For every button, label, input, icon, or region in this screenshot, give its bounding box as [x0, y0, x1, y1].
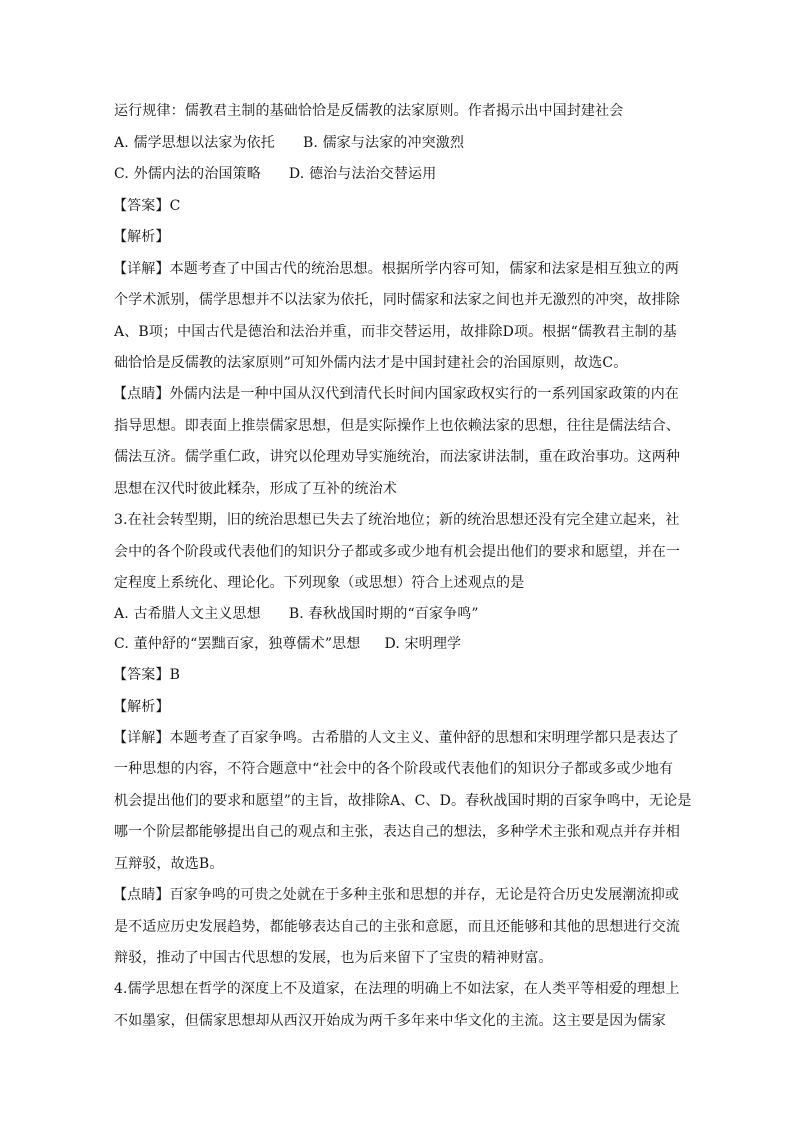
q3-option-d[interactable]: D. 宋明理学 [384, 636, 462, 652]
q2-option-a[interactable]: A. 儒学思想以法家为依托 [114, 135, 275, 151]
text-line: 运行规律：儒教君主制的基础恰恰是反儒教的法家原则。作者揭示出中国封建社会 [114, 103, 624, 119]
q3-answer: 【答案】B [113, 667, 181, 683]
q2-detail-line: A、B项；中国古代是德治和法治并重，而非交替运用，故排除D项。根据“儒教君主制的基 [114, 324, 677, 340]
q2-option-d[interactable]: D. 德治与法治交替运用 [288, 166, 437, 182]
q3-detail-line: 哪一个阶层都能够提出自己的观点和主张，表达自己的想法，多种学术主张和观点并存并相 [114, 824, 680, 840]
q2-point-line: 【点睛】外儒内法是一种中国从汉代到清代长时间内国家政权实行的一系列国家政策的内在 [113, 386, 679, 402]
q2-point-line: 指导思想。即表面上推崇儒家思想，但是实际操作上也依赖法家的思想，往往是儒法结合、 [114, 418, 680, 434]
q2-point-line: 儒法互济。儒学重仁政，讲究以伦理劝导实施统治，而法家讲法制，重在政治事功。这两种 [114, 449, 680, 465]
q3-point-line: 是不适应历史发展趋势，都能够表达自己的主张和意愿，而且还能够和其他的思想进行交流 [114, 919, 680, 935]
q3-options-row-2 [114, 634, 684, 654]
q2-option-b[interactable]: B. 儒家与法家的冲突激烈 [302, 135, 465, 151]
q3-detail-line: 【详解】本题考查了百家争鸣。古希腊的人文主义、董仲舒的思想和宋明理学都只是表达了 [113, 730, 679, 746]
q2-analysis-label: 【解析】 [113, 229, 170, 245]
q2-options-row-1 [114, 133, 684, 153]
q4-stem-line: 4.儒学思想在哲学的深度上不及道家，在法理的明确上不如法家，在人类平等相爱的理想上 [114, 981, 680, 997]
q2-options-row-2 [114, 164, 684, 184]
q4-stem-line: 不如墨家，但儒家思想却从西汉开始成为两千多年来中华文化的主流。这主要是因为儒家 [114, 1013, 666, 1029]
q2-detail-line: 个学术派别，儒学思想并不以法家为依托，同时儒家和法家之间也并无激烈的冲突，故排除 [114, 292, 680, 308]
q3-analysis-label: 【解析】 [113, 699, 170, 715]
q3-stem-line: 定程度上系统化、理论化。下列现象（或思想）符合上述观点的是 [114, 575, 525, 591]
q2-point-line: 思想在汉代时彼此糅杂，形成了互补的统治术 [114, 481, 397, 497]
q3-point-line: 辩驳，推动了中国古代思想的发展，也为后来留下了宝贵的精神财富。 [114, 950, 553, 966]
q3-detail-line: 互辩驳，故选B。 [114, 856, 224, 872]
q3-stem-line: 3.在社会转型期，旧的统治思想已失去了统治地位；新的统治思想还没有完全建立起来，社 [114, 512, 680, 528]
q2-detail-line: 【详解】本题考查了中国古代的统治思想。根据所学内容可知，儒家和法家是相互独立的两 [113, 261, 679, 277]
q2-option-c[interactable]: C. 外儒内法的治国策略 [114, 166, 261, 182]
q3-option-a[interactable]: A. 古希腊人文主义思想 [114, 606, 261, 622]
q3-point-line: 【点睛】百家争鸣的可贵之处就在于多种主张和思想的并存，无论是符合历史发展潮流抑或 [113, 887, 679, 903]
q2-answer: 【答案】C [113, 198, 181, 214]
q3-options-row-1 [114, 604, 684, 624]
q3-stem-line: 会中的各个阶段或代表他们的知识分子都或多或少地有机会提出他们的要求和愿望，并在一 [114, 544, 680, 560]
q3-option-b[interactable]: B. 春秋战国时期的“百家争鸣” [288, 606, 479, 622]
q3-detail-line: 机会提出他们的要求和愿望”的主旨，故排除A、C、D。春秋战国时期的百家争鸣中，无论是 [114, 793, 692, 809]
q2-detail-line: 础恰恰是反儒教的法家原则”可知外儒内法才是中国封建社会的治国原则，故选C。 [114, 355, 628, 371]
q3-detail-line: 一种思想的内容，不符合题意中“社会中的各个阶段或代表他们的知识分子都或多或少地有 [114, 761, 674, 777]
q3-option-c[interactable]: C. 董仲舒的“罢黜百家，独尊儒术”思想 [114, 636, 361, 652]
